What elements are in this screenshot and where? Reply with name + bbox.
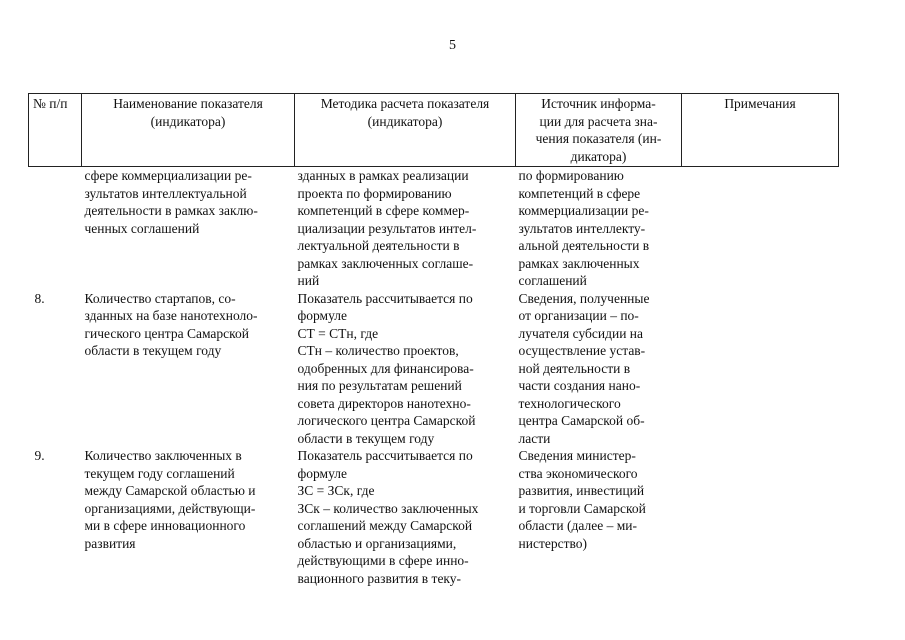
- row-calculation-method: Показатель рассчитывается по формуле СТ = СТн, где СТн – количество проектов, одобренных для финансирова- ния по результатам решений совета директоров нанотехно- логического центра Самарской области в текущем году: [297, 290, 476, 446]
- header-information-source: Источник информа- ции для расчета зна- чения показателя (ин- дикатора): [516, 94, 682, 167]
- row-number: 9.: [34, 448, 45, 463]
- row-calculation-method: Показатель рассчитывается по формуле ЗС = ЗСк, где ЗСк – количество заключенных соглашений между Самарской областью и организациями, действующими в сфере инно- вационного развития в теку-: [297, 448, 479, 586]
- table-row: [29, 167, 839, 290]
- row-notes: [682, 447, 839, 587]
- row-information-source: по формированию компетенций в сфере коммерциализации ре- зультатов интеллекту- альной деятельности в рамках заключенных соглашений: [518, 168, 650, 288]
- header-notes: Примечания: [682, 94, 839, 167]
- table-header: [29, 94, 839, 167]
- row-information-source: Сведения, полученные от организации – по- лучателя субсидии на осуществление устав- ной деятельности в части создания нано- технологического центра Самарской об- ласти: [518, 290, 650, 446]
- indicators-table: [28, 93, 839, 587]
- header-indicator-name: Наименование показателя (индикатора): [82, 94, 295, 167]
- row-indicator-name: Количество стартапов, со- зданных на базе нанотехноло- гического центра Самарской области в текущем году: [84, 290, 258, 358]
- row-number: 8.: [34, 290, 45, 306]
- table-row: [29, 290, 839, 448]
- row-number: [29, 167, 82, 290]
- row-indicator-name: Количество заключенных в текущем году соглашений между Самарской областью и организациями, действующи- ми в сфере инновационного развития: [84, 448, 256, 551]
- row-notes: [682, 167, 839, 290]
- row-indicator-name: сфере коммерциализации ре- зультатов интеллектуальной деятельности в рамках заклю- ченных соглашений: [84, 168, 258, 236]
- table-row: [29, 447, 839, 587]
- header-number: № п/п: [29, 94, 82, 167]
- row-calculation-method: зданных в рамках реализации проекта по формированию компетенций в сфере коммер- циализации результатов интел- лектуальной деятельности в рамках заключенных соглаше- ний: [297, 168, 477, 288]
- row-information-source: Сведения министер- ства экономического развития, инвестиций и торговли Самарской области (далее – ми- нистерство): [518, 448, 646, 551]
- row-notes: [682, 290, 839, 448]
- header-calculation-method: Методика расчета показателя (индикатора): [295, 94, 516, 167]
- page-number: 5: [449, 38, 456, 53]
